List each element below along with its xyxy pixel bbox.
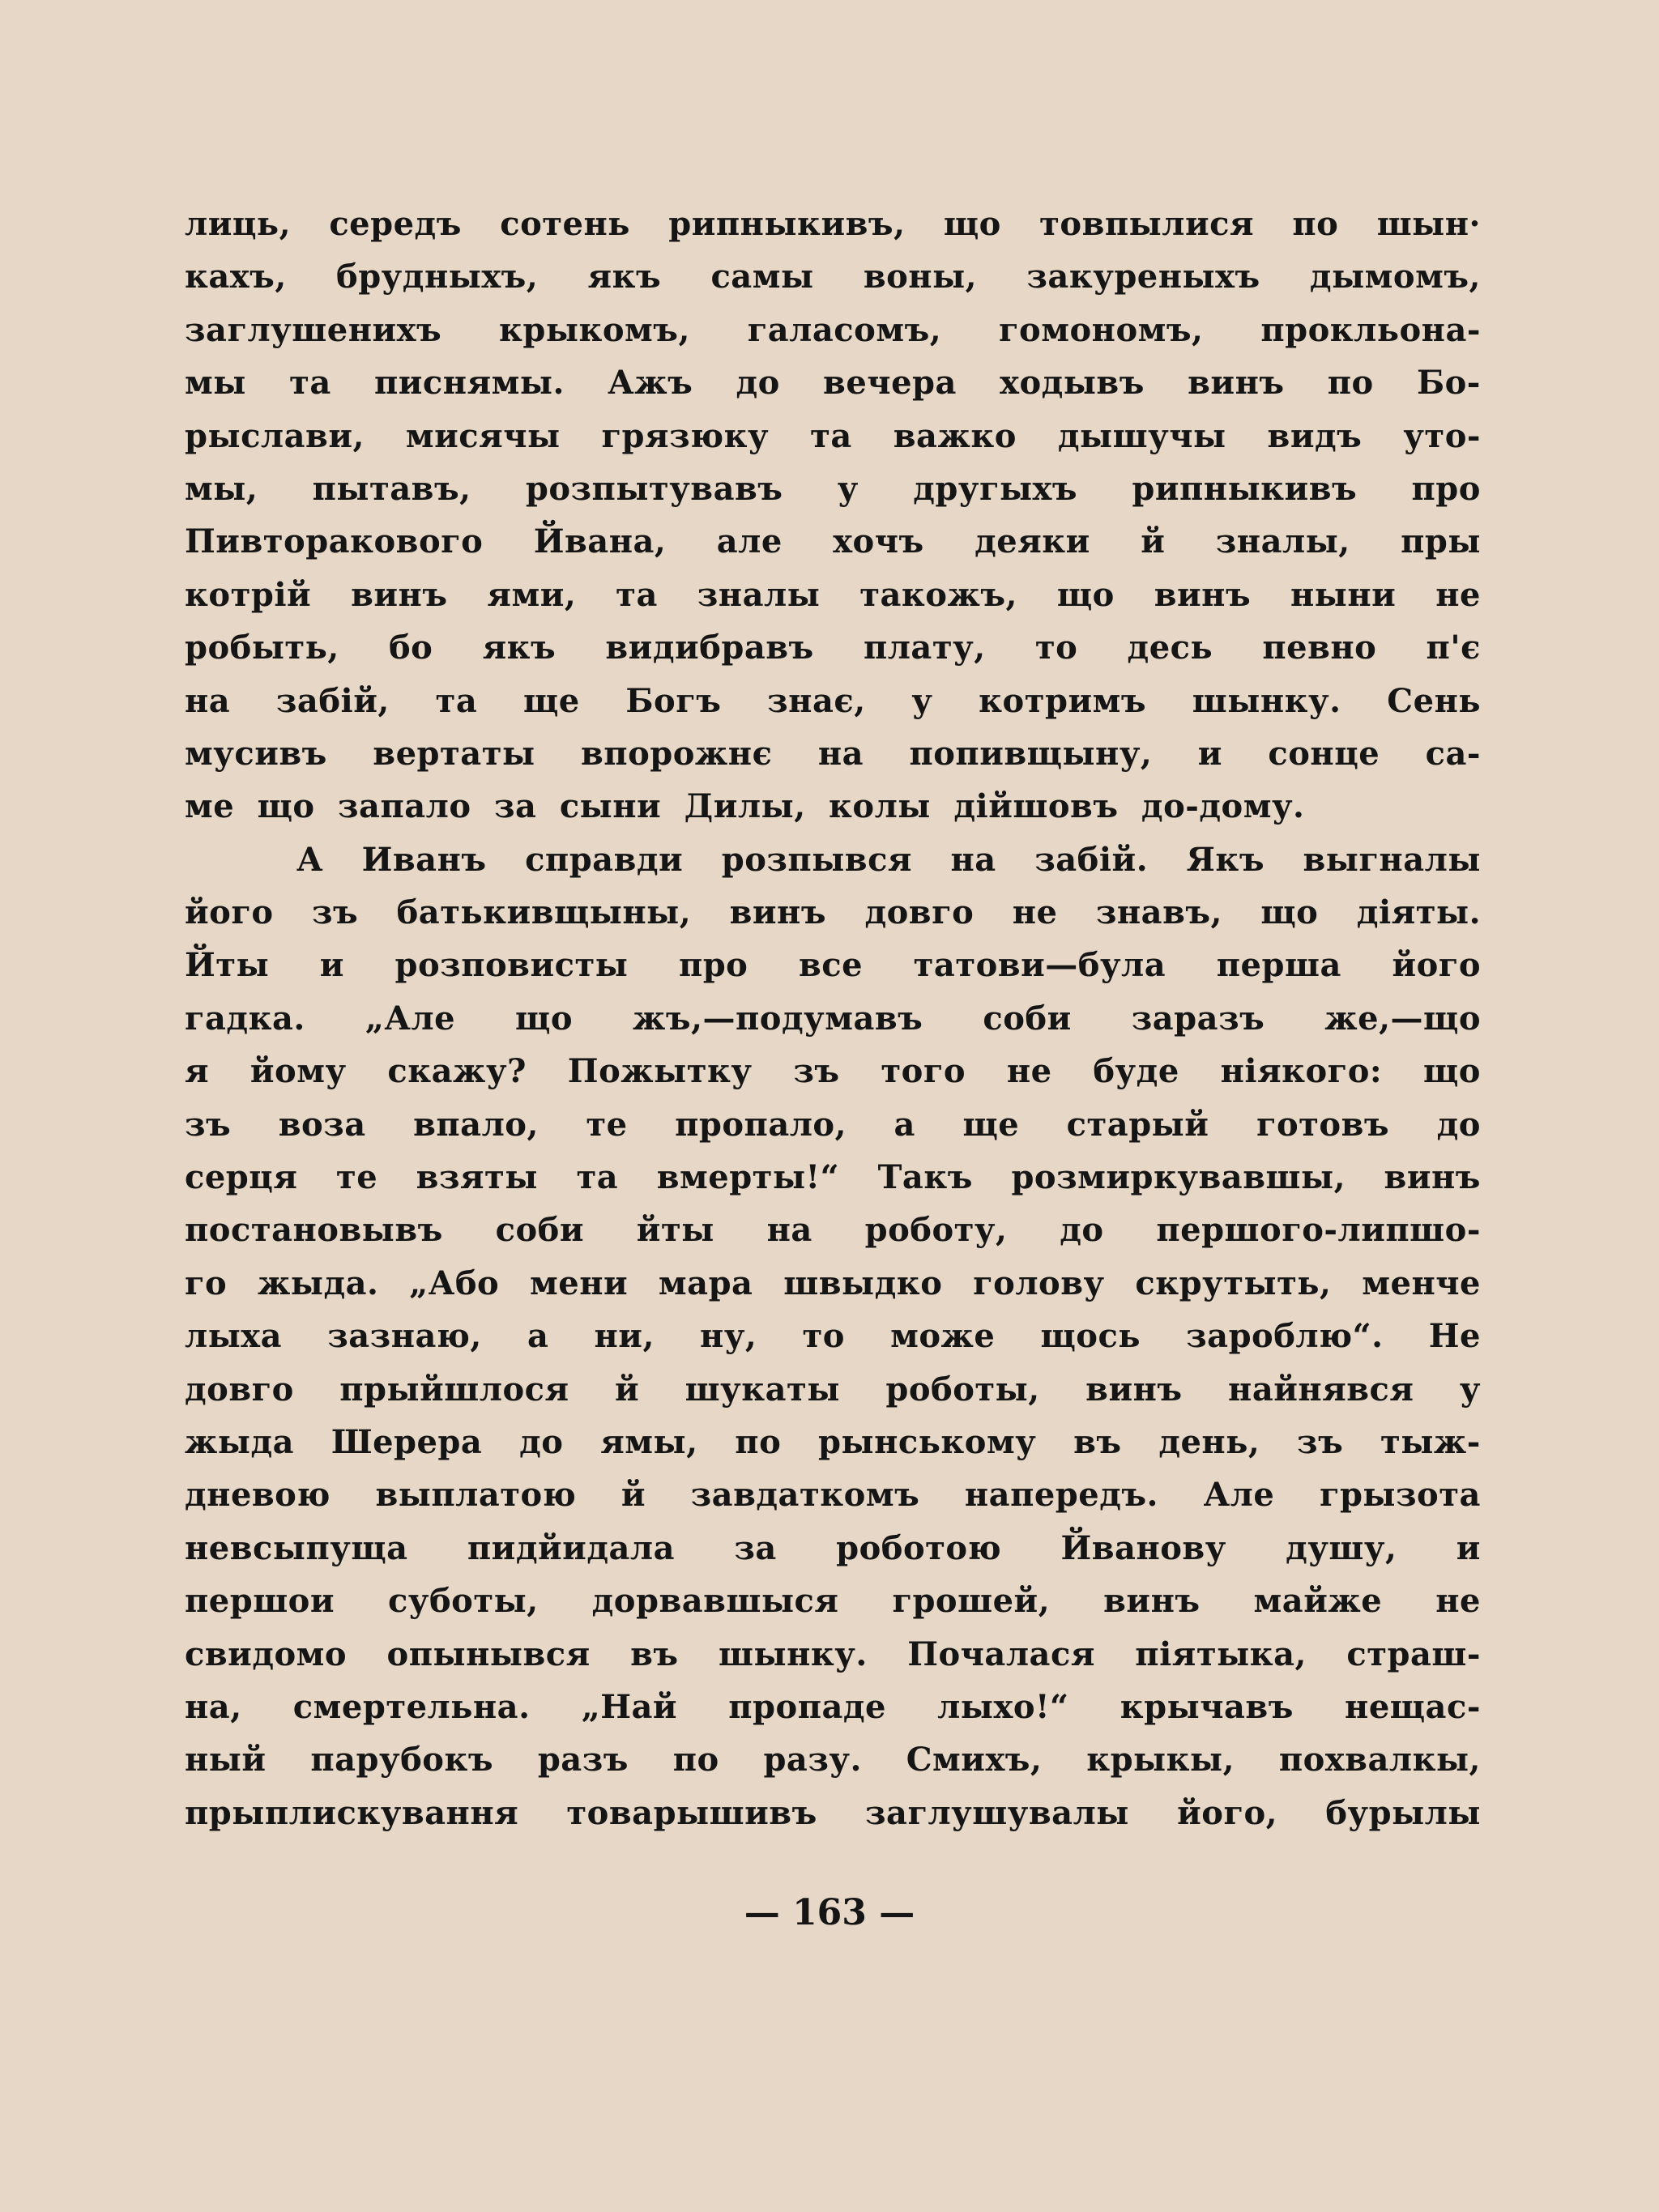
text-line: невсыпуща пидйидала за роботою Йванову душу, и xyxy=(185,1528,1481,1567)
text-line: Йты и розповисты про все татови—була перша його xyxy=(185,946,1481,985)
text-line: першои суботы, дорвавшыся грошей, винъ майже не xyxy=(185,1582,1481,1621)
body-text xyxy=(185,198,1481,1839)
text-line: гадка. „Але що жъ,—подумавъ соби заразъ же,—що xyxy=(185,999,1481,1038)
text-line: кахъ, брудныхъ, якъ самы воны, закуреныхъ дымомъ, xyxy=(185,258,1481,296)
text-line: мы та писнямы. Ажъ до вечера ходывъ винъ по Бо- xyxy=(185,364,1481,403)
text-line: дневою выплатою й завдаткомъ напередъ. Але грызота xyxy=(185,1476,1481,1515)
text-line: Пивторакового Йвана, але хочъ деяки й зналы, пры xyxy=(185,522,1481,561)
paragraph-start-line: А Иванъ справди розпывся на забій. Якъ выгналы xyxy=(296,840,1481,879)
text-line: робыть, бо якъ видибравъ плату, то десь певно п'є xyxy=(185,629,1481,667)
text-line: рыслави, мисячы грязюку та важко дышучы видъ уто- xyxy=(185,416,1481,455)
text-line: довго прыйшлося й шукаты роботы, винъ найнявся у xyxy=(185,1370,1481,1409)
text-line: свидомо опынывся въ шынку. Почалася піятыка, страш- xyxy=(185,1634,1481,1673)
text-line: го жыда. „Або мени мара швыдко голову скрутыть, менче xyxy=(185,1264,1481,1302)
page-number: — 163 — xyxy=(744,1892,915,1933)
text-line: мусивъ вертаты впорожнє на попивщыну, и сонце са- xyxy=(185,734,1481,773)
text-line: лиць, середъ сотень рипныкивъ, що товпылися по шын· xyxy=(185,205,1481,243)
text-line: постановывъ соби йты на роботу, до першого-липшо- xyxy=(185,1211,1481,1250)
text-line: прыплискування товарышивъ заглушувалы його, бурылы xyxy=(185,1793,1481,1832)
text-line: ный парубокъ разъ по разу. Смихъ, крыкы, похвалкы, xyxy=(185,1741,1481,1779)
text-line: я йому скажу? Пожытку зъ того не буде нiякого: що xyxy=(185,1052,1481,1091)
text-line: заглушенихъ крыкомъ, галасомъ, гомономъ, прокльона- xyxy=(185,310,1481,349)
text-line: жыда Шерера до ямы, по рынському въ день, зъ тыж- xyxy=(185,1422,1481,1461)
text-line: на забій, та ще Богъ знає, у котримъ шынку. Сень xyxy=(185,681,1481,720)
text-line: його зъ батькивщыны, винъ довго не знавъ, що діяты. xyxy=(185,893,1481,932)
text-line: серця те взяты та вмерты!“ Такъ розмиркувавшы, винъ xyxy=(185,1158,1481,1197)
text-line: на, смертельна. „Най пропаде лыхо!“ крычавъ нещас- xyxy=(185,1687,1481,1726)
text-line: мы, пытавъ, розпытувавъ у другыхъ рипныкивъ про xyxy=(185,469,1481,508)
text-line: зъ воза впало, те пропало, а ще старый готовъ до xyxy=(185,1105,1481,1144)
text-line: котрій винъ ями, та зналы такожъ, що винъ ныни не xyxy=(185,575,1481,614)
text-line: лыха зазнаю, а ни, ну, то може щось зароблю“. Не xyxy=(185,1317,1481,1356)
paragraph-end-line: ме що запало за сыни Дилы, колы дійшовъ до-дому. xyxy=(185,787,1305,826)
